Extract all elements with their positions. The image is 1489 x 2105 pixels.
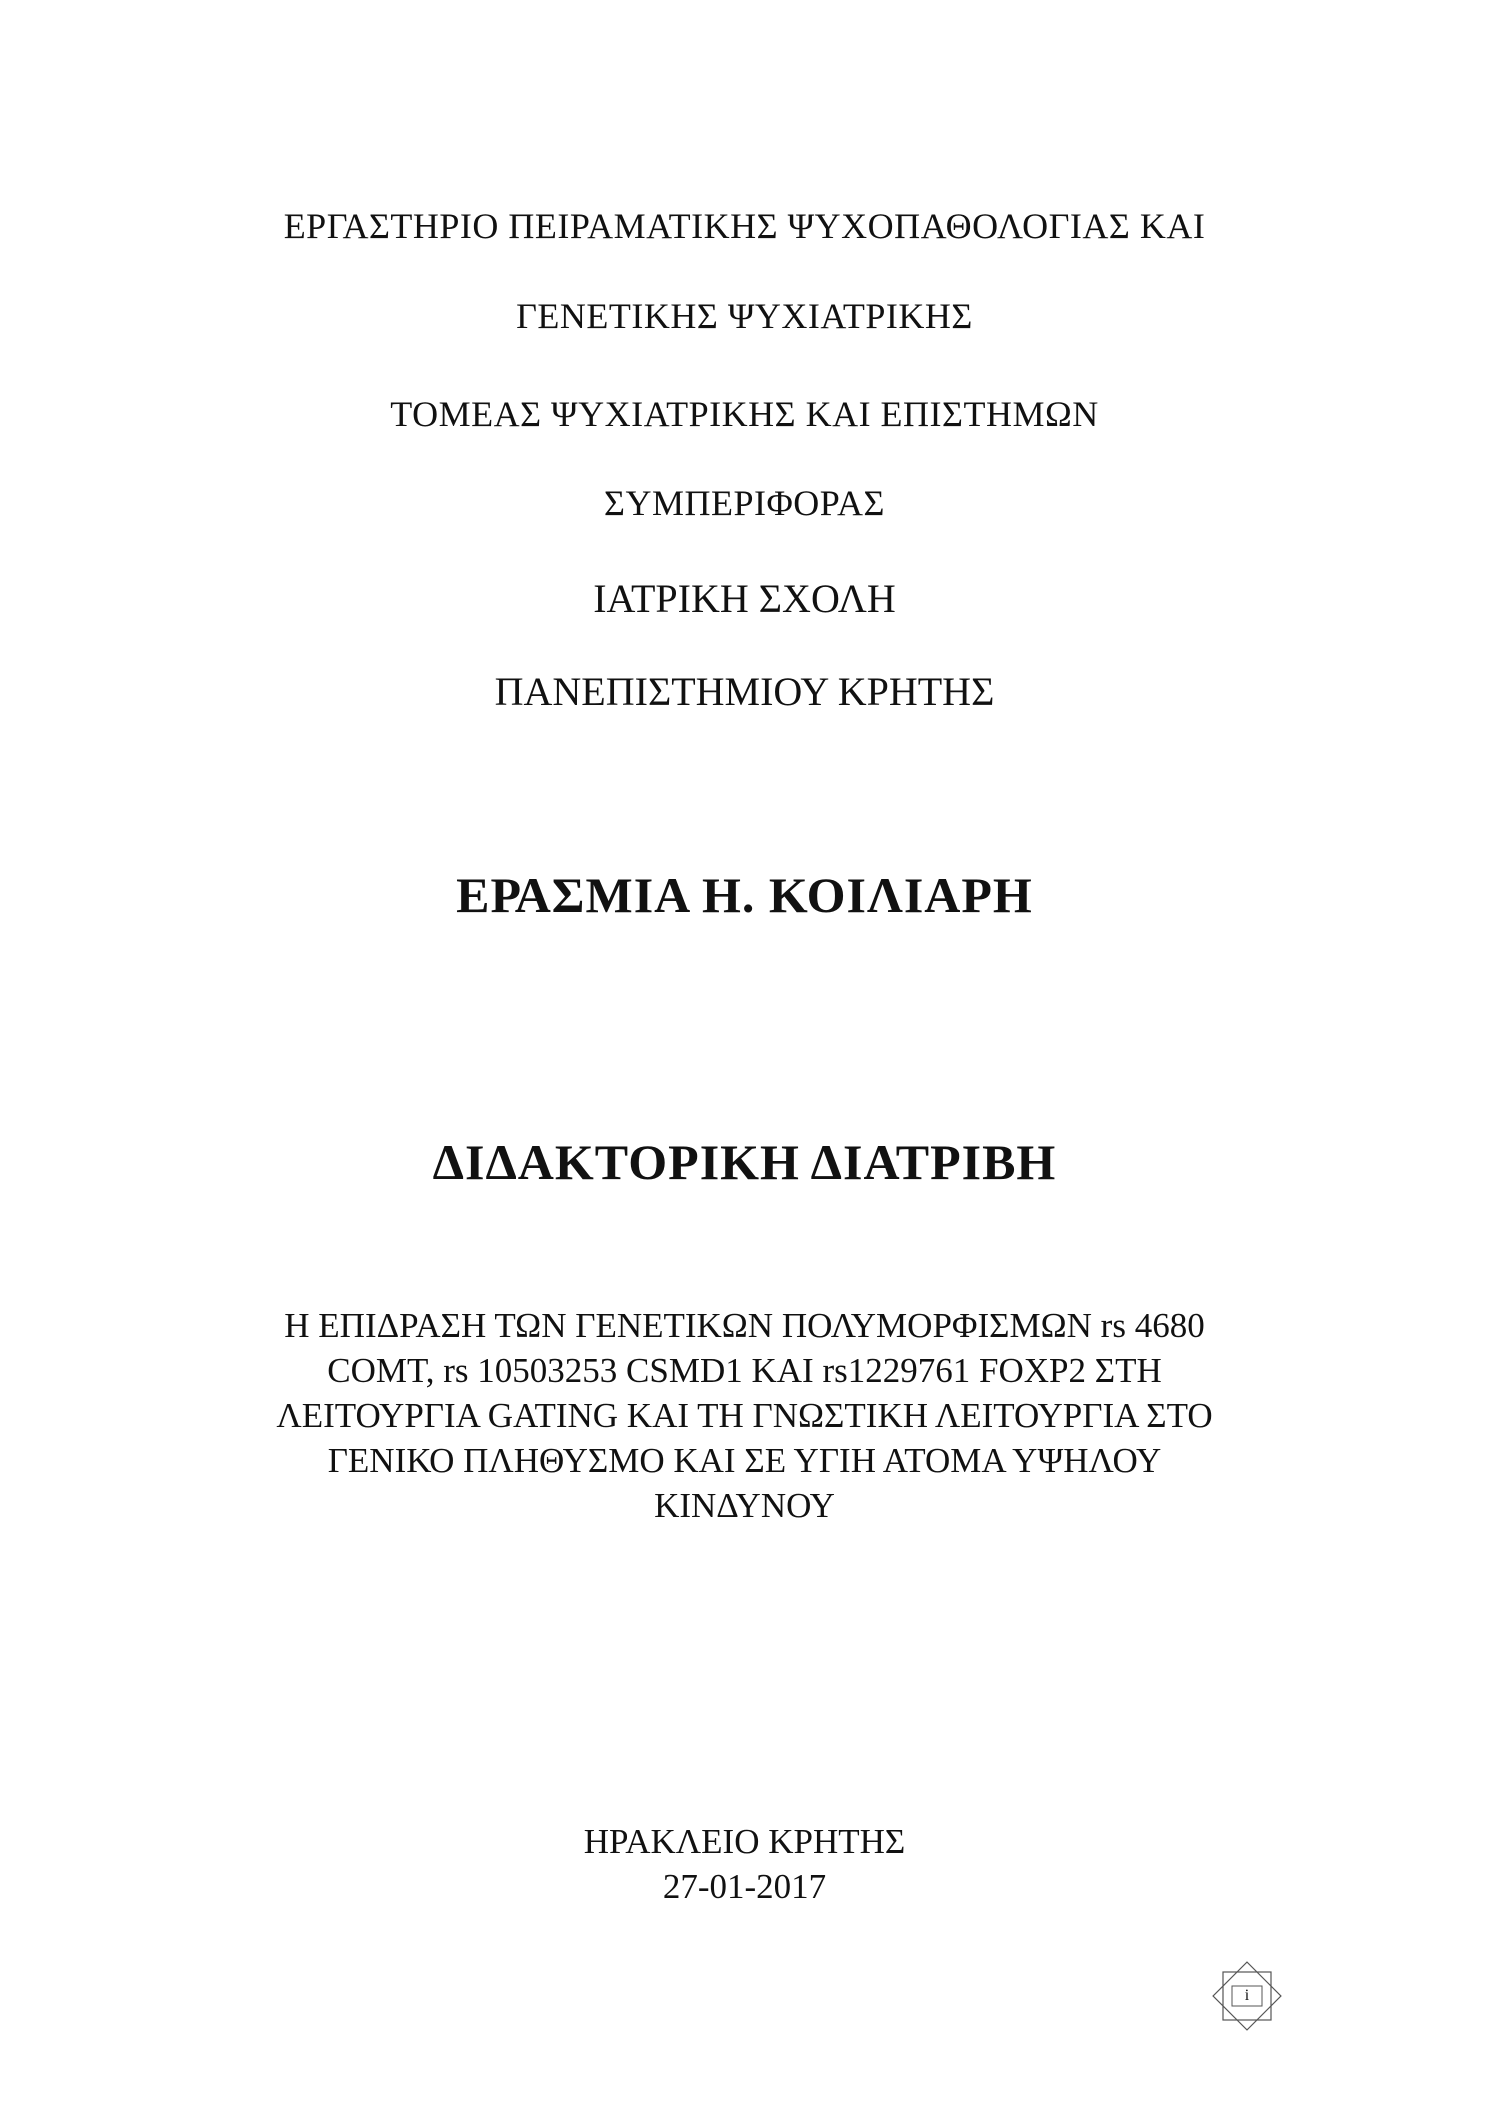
thesis-title-line: COMT, rs 10503253 CSMD1 ΚΑΙ rs1229761 FOXP2 ΣΤΗ [327,1351,1162,1390]
place: ΗΡΑΚΛΕΙΟ ΚΡΗΤΗΣ [583,1822,906,1861]
thesis-title-line: ΛΕΙΤΟΥΡΓΙΑ GATING ΚΑΙ ΤΗ ΓΝΩΣΤΙΚΗ ΛΕΙΤΟΥΡΓΙΑ ΣΤΟ [276,1396,1213,1435]
thesis-title [200,1303,1289,1528]
author-name: ΕΡΑΣΜΙΑ Η. ΚΟΙΛΙΑΡΗ [456,867,1033,923]
page-number: i [1244,1987,1250,2004]
department-line-1: ΤΟΜΕΑΣ ΨΥΧΙΑΤΡΙΚΗΣ ΚΑΙ ΕΠΙΣΤΗΜΩΝ [390,394,1099,434]
page-number-ornament [1208,1957,1286,2035]
department-line-2: ΣΥΜΠΕΡΙΦΟΡΑΣ [604,483,885,523]
school-name: ΙΑΤΡΙΚΗ ΣΧΟΛΗ [593,576,896,621]
lab-name-line-1: ΕΡΓΑΣΤΗΡΙΟ ΠΕΙΡΑΜΑΤΙΚΗΣ ΨΥΧΟΠΑΘΟΛΟΓΙΑΣ ΚΑΙ [283,206,1206,246]
date: 27-01-2017 [662,1867,827,1906]
thesis-title-line: Η ΕΠΙΔΡΑΣΗ ΤΩΝ ΓΕΝΕΤΙΚΩΝ ΠΟΛΥΜΟΡΦΙΣΜΩΝ rs 4680 [284,1306,1205,1345]
lab-name-line-2: ΓΕΝΕΤΙΚΗΣ ΨΥΧΙΑΤΡΙΚΗΣ [516,296,973,336]
university-name: ΠΑΝΕΠΙΣΤΗΜΙΟΥ ΚΡΗΤΗΣ [494,669,995,714]
thesis-title-line: ΓΕΝΙΚΟ ΠΛΗΘΥΣΜΟ ΚΑΙ ΣΕ ΥΓΙΗ ΑΤΟΜΑ ΥΨΗΛΟΥ [327,1441,1162,1480]
thesis-title-line: ΚΙΝΔΥΝΟΥ [654,1486,835,1525]
document-type: ΔΙΔΑΚΤΟΡΙΚΗ ΔΙΑΤΡΙΒΗ [432,1134,1057,1190]
